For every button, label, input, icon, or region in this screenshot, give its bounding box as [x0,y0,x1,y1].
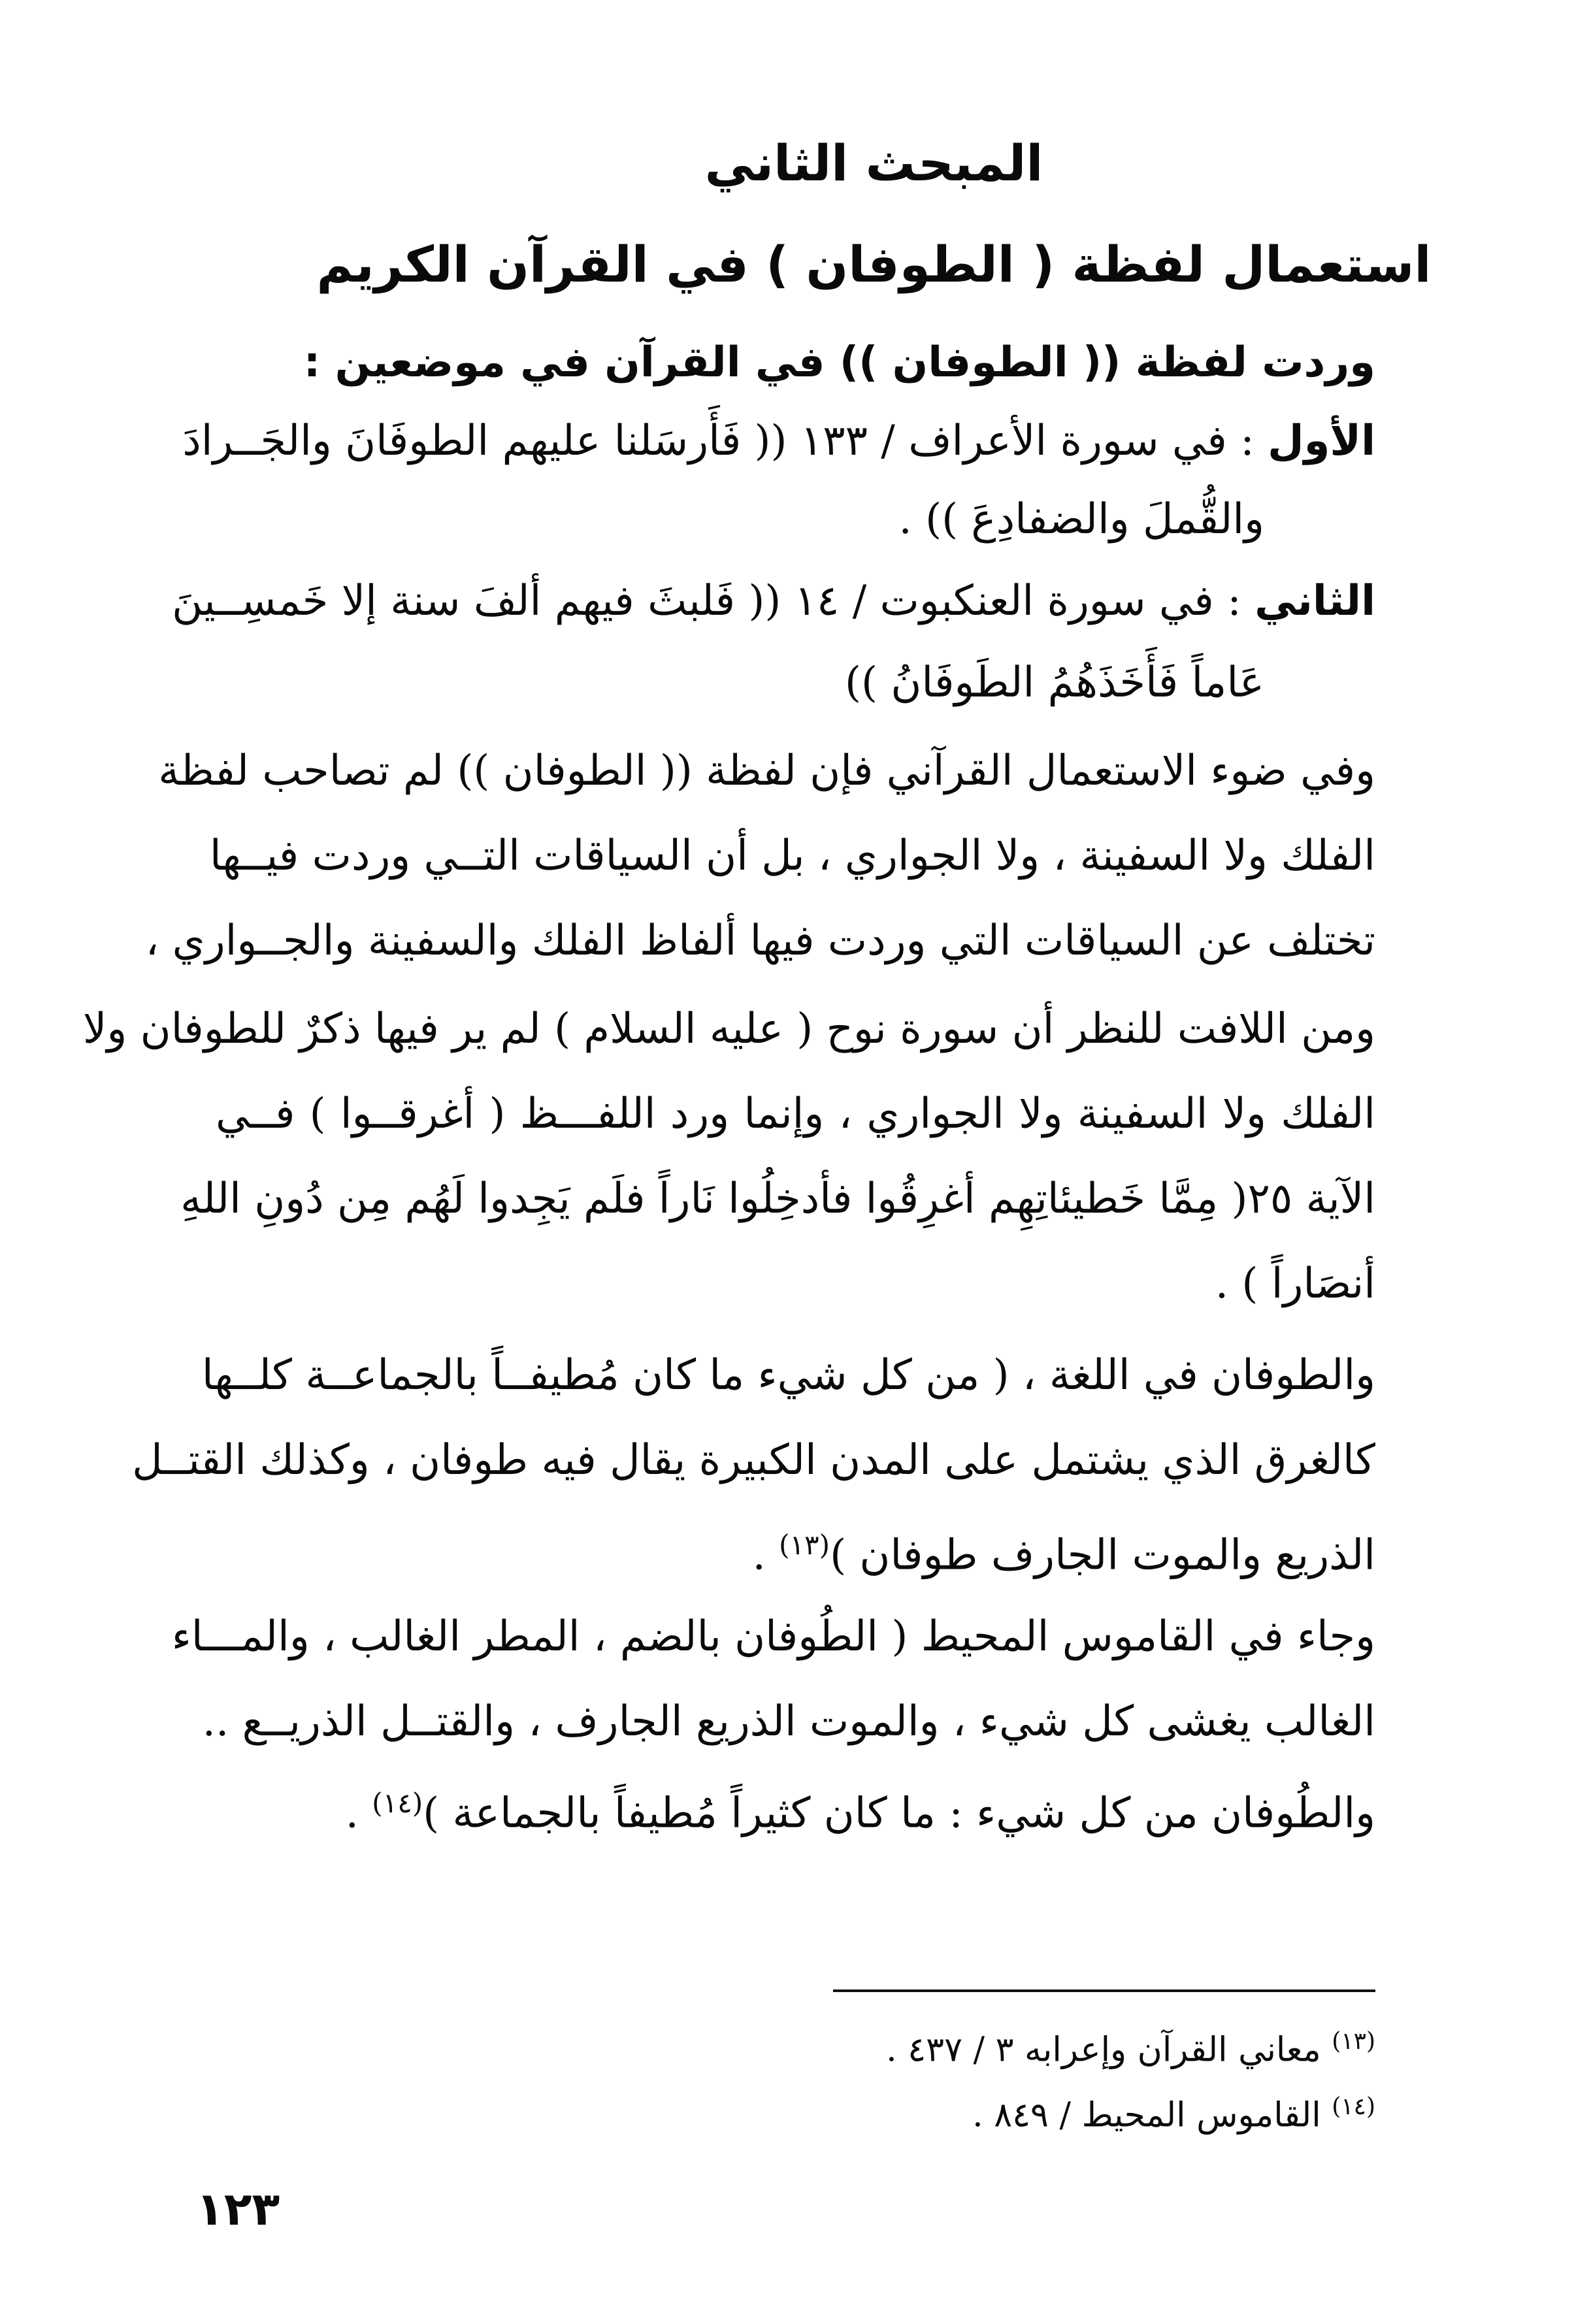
paragraph3-line: وجاء في القاموس المحيط ( الطُوفان بالضم ، المطر الغالب ، والمـــاء [171,1612,1375,1661]
paragraph2-line-last [216,1513,1375,1588]
footnote-text: القاموس المحيط / ٨٤٩ . [972,2095,1332,2135]
paragraph1-line: الفلك ولا السفينة ، ولا الجواري ، بل أن السياقات التــي وردت فيــها [209,832,1375,880]
second-text: : في سورة العنكبوت / ١٤ (( فَلبثَ فيهم ألفَ سنة إلا خَمسِــينَ [172,577,1241,625]
paragraph3-line: الغالب يغشى كل شيء ، والموت الذريع الجارف ، والقتــل الذريــع .. [202,1697,1375,1746]
first-occurrence-line-1 [182,408,1375,474]
paragraph1-line: تختلف عن السياقات التي وردت فيها ألفاظ الفلك والسفينة والجــواري ، [145,917,1375,965]
paragraph3-line-last [216,1771,1375,1846]
footnote-reference-13[interactable]: (١٣) [779,1529,830,1561]
intro-line: وردت لفظة (( الطوفان )) في القرآن في موضعين : [303,338,1375,387]
footnote-13 [886,2016,1375,2076]
paragraph3-text: والطُوفان من كل شيء : ما كان كثيراً مُطيفاً بالجماعة ) [423,1789,1375,1838]
footnote-text: معاني القرآن وإعرابه ٣ / ٤٣٧ . [886,2030,1332,2070]
second-occurrence-line-2: عَاماً فَأَخَذَهُمُ الطَوفَانُ )) [845,659,1264,707]
paragraph1-line: أنصَاراً ) . [1215,1260,1375,1308]
page-number: ١٢٣ [196,2182,280,2236]
first-occurrence-line-2: والقُّملَ والضفادِعَ )) . [898,495,1264,544]
footnote-marker: (١٣) [1332,2028,1375,2055]
footnote-divider [833,1989,1375,1992]
paragraph1-line: الآية ٢٥( مِمَّا خَطيئاتِهِم أغرِقُوا فأدخِلُوا نَاراً فلَم يَجِدوا لَهُم مِن دُونِ اللهِ [180,1175,1375,1223]
paragraph2-period: . [752,1531,779,1580]
first-label: الأول [1268,417,1375,465]
footnote-marker: (١٤) [1332,2093,1375,2120]
second-occurrence-line-1 [172,568,1375,634]
footnote-reference-14[interactable]: (١٤) [372,1787,423,1819]
paragraph2-line: كالغرق الذي يشتمل على المدن الكبيرة يقال فيه طوفان ، وكذلك القتــل [132,1436,1375,1484]
paragraph3-period: . [345,1789,372,1838]
footnote-14 [972,2081,1375,2141]
paragraph1-line: ومن اللافت للنظر أن سورة نوح ( عليه السلام ) لم ير فيها ذكرٌ للطوفان ولا [82,1005,1375,1053]
paragraph1-line: وفي ضوء الاستعمال القرآني فإن لفظة (( الطوفان )) لم تصاحب لفظة [158,747,1375,795]
first-text: : في سورة الأعراف / ١٣٣ (( فَأَرسَلنا عليهم الطوفَانَ والجَــرادَ [182,417,1255,465]
second-label: الثاني [1255,577,1375,625]
paragraph1-line: الفلك ولا السفينة ولا الجواري ، وإنما ورد اللفـــظ ( أغرقــوا ) فــي [216,1090,1375,1138]
paragraph2-text: الذريع والموت الجارف طوفان ) [830,1531,1375,1580]
paragraph2-line: والطوفان في اللغة ، ( من كل شيء ما كان مُطيفــاً بالجماعــة كلــها [201,1351,1375,1399]
section-title: استعمال لفظة ( الطوفان ) في القرآن الكريم [316,235,1432,293]
section-heading: المبحث الثاني [704,134,1043,192]
